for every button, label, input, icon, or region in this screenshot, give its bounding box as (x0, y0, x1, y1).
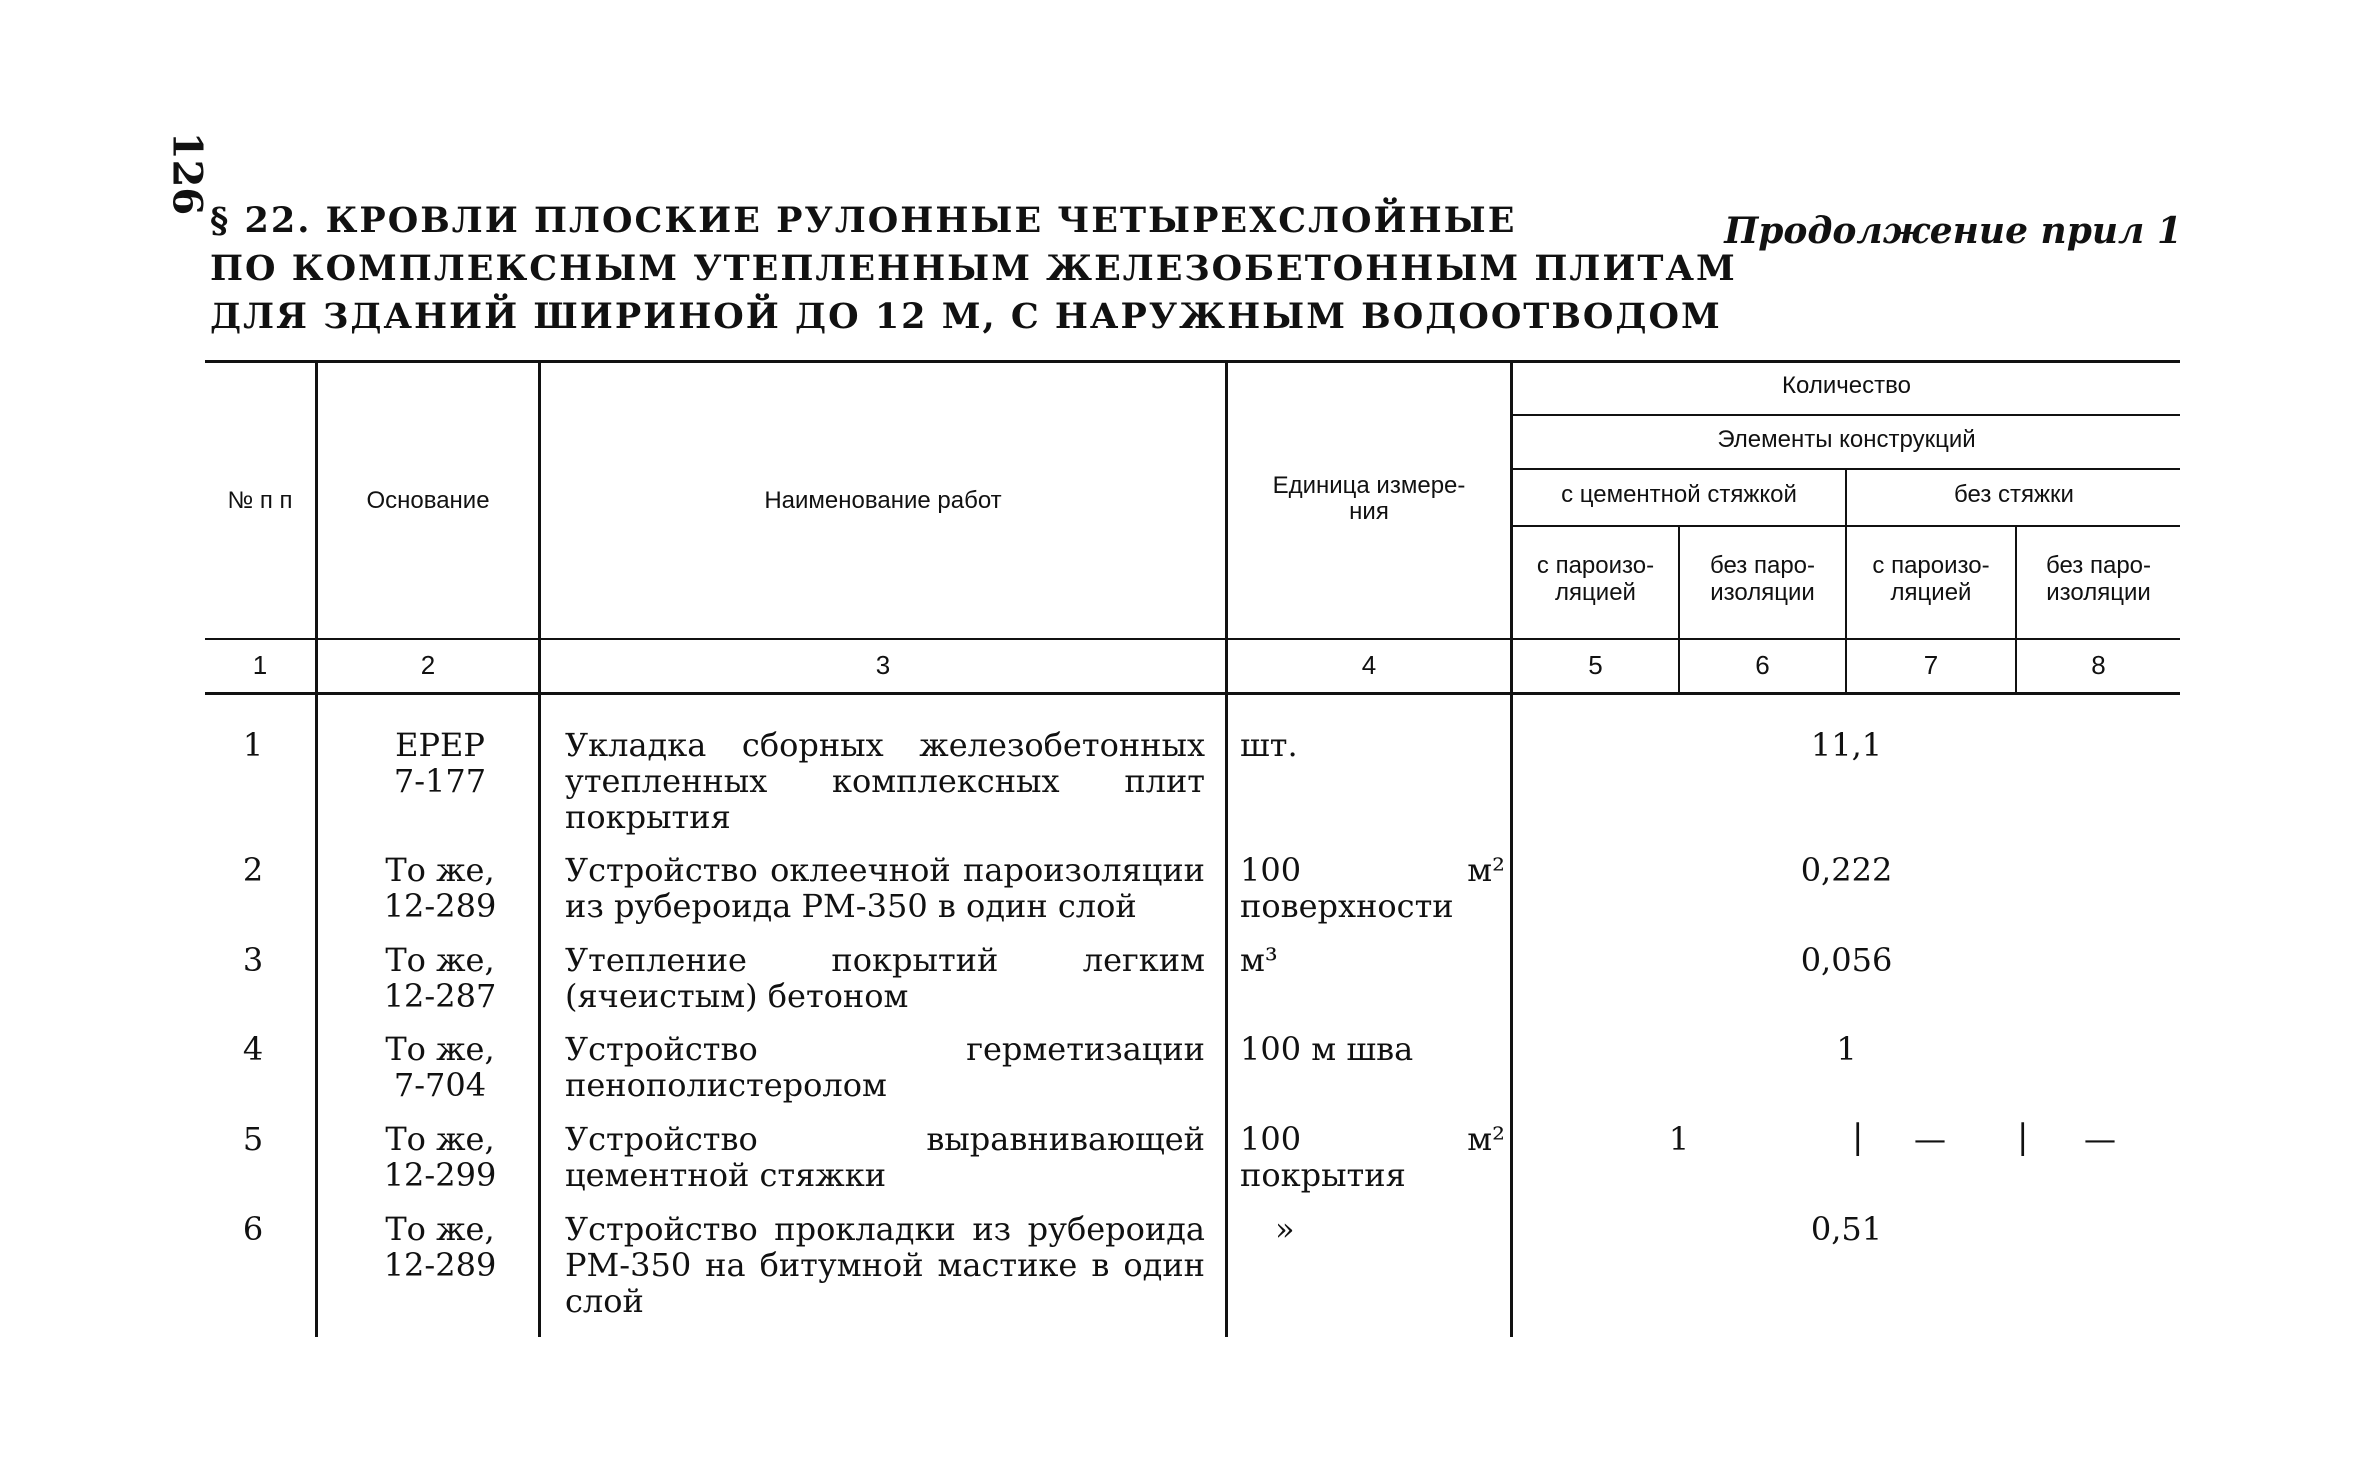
row-quantity-separator: | (2017, 1117, 2029, 1157)
header-col5-line-2: ляцией (1555, 579, 1636, 606)
header-with-screed: с цементной стяжкой (1561, 481, 1797, 508)
row-basis-line-1: То же, (385, 1030, 495, 1068)
header-col6-line-1: без паро- (1710, 552, 1815, 579)
row-unit: 100 м² покрытия (1240, 1120, 1505, 1194)
row-quantity: 0,222 (1800, 851, 1893, 889)
row-number: 5 (242, 1120, 264, 1158)
col-number: 5 (1588, 650, 1603, 680)
row-work-name: Устройство герметизации пенополистеролом (565, 1030, 1205, 1104)
row-quantity-with-screed: 1 (1668, 1120, 1690, 1158)
section-title-line-3: ДЛЯ ЗДАНИЙ ШИРИНОЙ ДО 12 М, С НАРУЖНЫМ ВОДООТВОДОМ (210, 296, 1722, 337)
header-col5-line-1: с пароизо- (1536, 552, 1655, 579)
col-number: 1 (252, 650, 268, 680)
section-title-line-2: ПО КОМПЛЕКСНЫМ УТЕПЛЕННЫМ ЖЕЛЕЗОБЕТОННЫМ ПЛИТАМ (210, 248, 1737, 289)
header-unit-line-1: Единица измере- (1272, 472, 1466, 499)
header-num: № п п (227, 487, 293, 514)
row-unit: шт. (1240, 726, 1298, 764)
header-col7-line-1: с пароизо- (1872, 552, 1990, 579)
header-quantity: Количество (1782, 372, 1911, 399)
page-number: 126 (163, 131, 211, 216)
header-elements: Элементы конструкций (1717, 426, 1976, 453)
row-number: 2 (242, 851, 264, 889)
col-number: 2 (420, 650, 436, 680)
row-quantity-separator: | (1852, 1117, 1864, 1157)
row-basis-line-2: 12-289 (383, 887, 497, 925)
row-work-name: Укладка сборных железобетонных утепленных комплексных плит покрытия (565, 726, 1205, 836)
header-col8-line-1: без паро- (2046, 552, 2151, 579)
row-basis-line-1: То же, (385, 1210, 495, 1248)
row-basis-line-2: 12-287 (383, 977, 497, 1015)
row-work-name: Устройство выравнивающей цементной стяжки (565, 1120, 1205, 1194)
continuation-note: Продолжение прил 1 (1724, 210, 2182, 252)
row-work-name: Утепление покрытий легким (ячеистым) бетоном (565, 941, 1205, 1015)
row-unit: » (1275, 1210, 1295, 1248)
row-quantity: 1 (1836, 1030, 1857, 1068)
row-number: 6 (242, 1210, 264, 1248)
row-quantity: 11,1 (1810, 726, 1883, 764)
header-col7-line-2: ляцией (1890, 579, 1972, 606)
header-basis: Основание (366, 487, 490, 514)
row-number: 4 (242, 1030, 264, 1068)
header-unit-line-2: ния (1349, 498, 1389, 525)
col-divider-4 (1510, 362, 1513, 1337)
row-basis-line-2: 12-299 (383, 1156, 497, 1194)
row-work-name: Устройство оклеечной пароизоляции из рубероида РМ-350 в один слой (565, 851, 1205, 925)
table-top-rule (205, 360, 2180, 363)
col-number: 4 (1361, 650, 1377, 680)
row-quantity: 0,056 (1800, 941, 1893, 979)
rule-below-col-numbers (205, 692, 2180, 695)
rule-under-quantity (1510, 414, 2180, 416)
rule-above-col-numbers (205, 638, 2180, 640)
col-number: 8 (2091, 650, 2106, 680)
row-number: 3 (242, 941, 264, 979)
row-basis-line-1: ЕРЕР (395, 726, 485, 764)
row-unit: 100 м шва (1240, 1030, 1414, 1068)
header-without-screed: без стяжки (1954, 481, 2074, 508)
header-work: Наименование работ (764, 487, 1002, 514)
row-quantity-col7: — (1914, 1120, 1946, 1158)
col-number: 3 (875, 650, 891, 680)
row-basis-line-1: То же, (385, 1120, 495, 1158)
row-quantity-col8: — (2084, 1120, 2116, 1158)
row-basis-line-2: 7-177 (393, 762, 487, 800)
col-number: 7 (1923, 650, 1939, 680)
row-quantity: 0,51 (1810, 1210, 1883, 1248)
row-unit: 100 м² поверхности (1240, 851, 1505, 925)
row-basis-line-1: То же, (385, 941, 495, 979)
header-col6-line-2: изоляции (1710, 579, 1815, 606)
row-basis-line-1: То же, (385, 851, 495, 889)
row-basis-line-2: 7-704 (393, 1066, 487, 1104)
header-col8-line-2: изоляции (2046, 579, 2151, 606)
col-number: 6 (1755, 650, 1770, 680)
section-title-line-1: § 22. КРОВЛИ ПЛОСКИЕ РУЛОННЫЕ ЧЕТЫРЕХСЛОЙНЫЕ (210, 200, 1517, 241)
row-work-name: Устройство прокладки из рубероида РМ-350 на битумной мастике в один слой (565, 1210, 1205, 1320)
row-unit: м³ (1240, 941, 1278, 979)
row-basis-line-2: 12-289 (383, 1246, 497, 1284)
row-number: 1 (242, 726, 264, 764)
